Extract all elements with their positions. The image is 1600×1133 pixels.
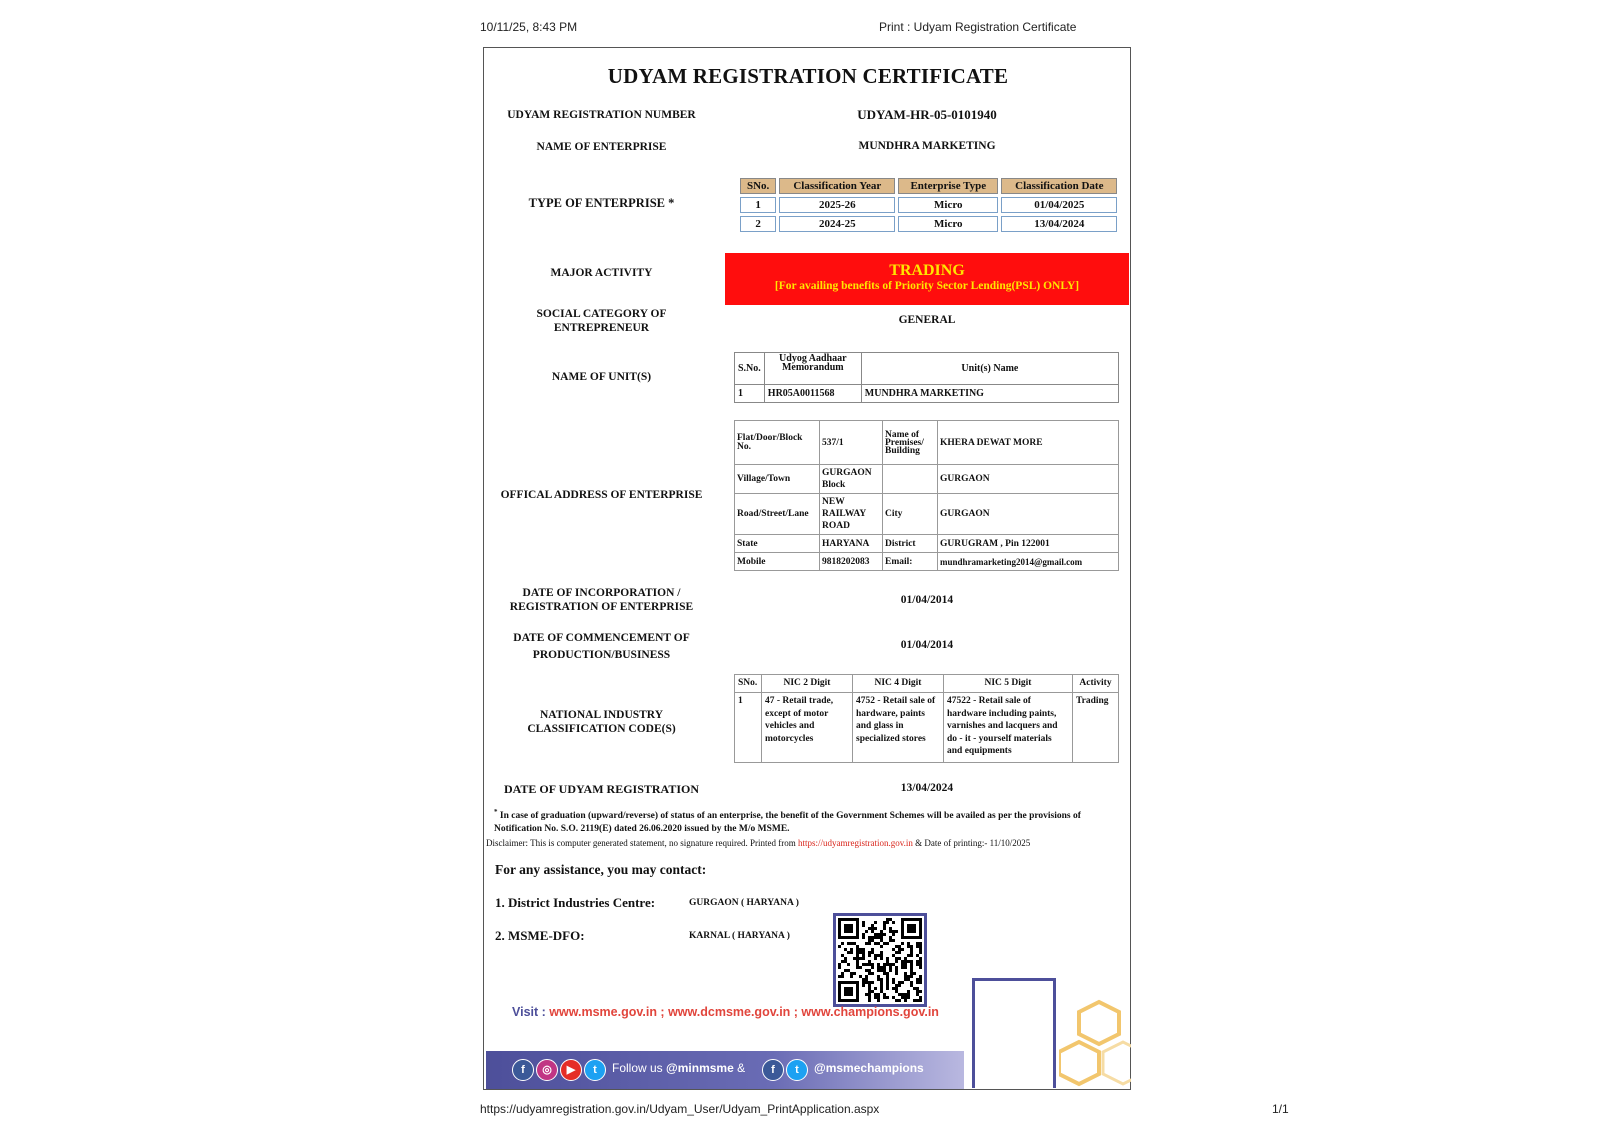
address-block-empty — [883, 465, 938, 494]
classification-header: Classification Year — [779, 178, 895, 194]
udyam-reg-date-label: DATE OF UDYAM REGISTRATION — [503, 782, 700, 796]
disclaimer-link[interactable]: https://udyamregistration.gov.in — [798, 838, 913, 848]
address-road-label: Road/Street/Lane — [735, 494, 820, 535]
certificate-title: UDYAM REGISTRATION CERTIFICATE — [607, 64, 1009, 88]
address-premises: KHERA DEWAT MORE — [938, 421, 1119, 465]
classification-cell: Micro — [898, 197, 998, 213]
classification-cell: 2025-26 — [779, 197, 895, 213]
twitter-icon[interactable]: t — [584, 1059, 606, 1081]
instagram-icon[interactable]: ◎ — [536, 1059, 558, 1081]
dic-label: 1. District Industries Centre: — [495, 895, 656, 910]
nic-cell: 47522 - Retail sale of hardware including paints, varnishes and lacquers and do - it - yourself materials and equipments — [944, 693, 1073, 763]
dic-value: GURGAON ( HARYANA ) — [689, 898, 799, 908]
print-page-number: 1/1 — [1272, 1102, 1289, 1116]
units-cell: HR05A0011568 — [764, 385, 861, 403]
address-state: HARYANA — [820, 535, 883, 553]
classification-cell: 1 — [740, 197, 776, 213]
classification-table — [737, 175, 1120, 235]
nic-cell: 4752 - Retail sale of hardware, paints and glass in specialized stores — [853, 693, 944, 763]
hexagon-decoration-icon — [1059, 994, 1131, 1090]
disclaimer-date: & Date of printing:- 11/10/2025 — [915, 838, 1031, 848]
facebook-icon[interactable]: f — [762, 1059, 784, 1081]
twitter-icon[interactable]: t — [786, 1059, 808, 1081]
address-village-label: Village/Town — [735, 465, 820, 494]
visit-sites[interactable]: www.msme.gov.in ; www.dcmsme.gov.in ; www.champions.gov.in — [549, 1005, 939, 1019]
units-table — [734, 352, 1119, 403]
address-village — [820, 465, 883, 494]
units-header-row — [735, 353, 1119, 385]
nic-header: NIC 2 Digit — [762, 675, 853, 693]
address-premises-label: Name of Premises/ Building — [883, 421, 938, 465]
major-activity-note: [For availing benefits of Priority Sector Lending(PSL) ONLY] — [774, 280, 1080, 292]
social-category-label-line: ENTREPRENEUR — [553, 322, 650, 334]
visit-label: Visit : — [512, 1005, 546, 1019]
address-email-label: Email: — [883, 553, 938, 571]
classification-cell: 2 — [740, 216, 776, 232]
address-village-value: GURGAON — [822, 468, 872, 478]
table-row — [735, 535, 1119, 553]
units-cell: 1 — [735, 385, 765, 403]
follow-handle-msmechampions[interactable]: @msmechampions — [814, 1061, 924, 1075]
disclaimer-text: Disclaimer: This is computer generated statement, no signature required. Printed from — [486, 838, 796, 848]
enterprise-name-label: NAME OF ENTERPRISE — [536, 141, 667, 153]
classification-cell: 01/04/2025 — [1001, 197, 1117, 213]
address-label: OFFICAL ADDRESS OF ENTERPRISE — [500, 489, 703, 501]
type-of-enterprise-label: TYPE OF ENTERPRISE * — [528, 196, 675, 210]
classification-header: Classification Date — [1001, 178, 1117, 194]
table-row — [735, 494, 1119, 535]
nic-header: NIC 5 Digit — [944, 675, 1073, 693]
major-activity-banner — [725, 253, 1129, 305]
dfo-label: 2. MSME-DFO: — [495, 928, 585, 943]
social-footer-bar — [486, 1051, 964, 1089]
units-header: S.No. — [735, 353, 765, 385]
address-city-label: City — [883, 494, 938, 535]
major-activity-label: MAJOR ACTIVITY — [550, 267, 653, 279]
address-mobile: 9818202083 — [820, 553, 883, 571]
visit-line — [512, 1005, 939, 1019]
incorporation-label-line: DATE OF INCORPORATION / — [522, 587, 681, 599]
assistance-heading: For any assistance, you may contact: — [495, 862, 707, 877]
youtube-icon[interactable]: ▶ — [560, 1059, 582, 1081]
address-block-label: Block — [822, 480, 846, 490]
print-datetime: 10/11/25, 8:43 PM — [480, 20, 578, 34]
units-header: Udyog Aadhaar Memorandum — [764, 353, 861, 385]
classification-header-row — [740, 178, 1117, 194]
nic-header: Activity — [1073, 675, 1119, 693]
follow-amp: & — [737, 1061, 746, 1075]
address-flat-label: Flat/Door/Block No. — [735, 421, 820, 465]
nic-header: NIC 4 Digit — [853, 675, 944, 693]
commencement-label-line: DATE OF COMMENCEMENT OF — [513, 632, 690, 644]
nic-label-line: NATIONAL INDUSTRY — [539, 709, 664, 721]
nic-table — [734, 674, 1119, 763]
qr-code — [833, 913, 927, 1007]
classification-cell: 13/04/2024 — [1001, 216, 1117, 232]
table-row — [740, 216, 1117, 232]
qr-code-icon — [838, 918, 922, 1002]
units-header: Unit(s) Name — [861, 353, 1118, 385]
certificate — [483, 47, 1131, 1090]
classification-header: SNo. — [740, 178, 776, 194]
table-row — [735, 465, 1119, 494]
udyam-reg-date: 13/04/2024 — [900, 782, 954, 794]
social-category-label-line: SOCIAL CATEGORY OF — [536, 308, 667, 320]
enterprise-name: MUNDHRA MARKETING — [858, 140, 996, 152]
classification-cell: Micro — [898, 216, 998, 232]
address-block: GURGAON — [938, 465, 1119, 494]
units-cell: MUNDHRA MARKETING — [861, 385, 1118, 403]
follow-text — [612, 1061, 745, 1075]
incorporation-label-line: REGISTRATION OF ENTERPRISE — [509, 601, 694, 613]
footnote — [494, 806, 1122, 836]
address-email: mundhramarketing2014@gmail.com — [938, 553, 1119, 571]
commencement-date: 01/04/2014 — [900, 639, 954, 651]
social-category-label — [489, 307, 714, 335]
table-row — [735, 421, 1119, 465]
photo-frame — [972, 978, 1056, 1088]
nic-label-line: CLASSIFICATION CODE(S) — [527, 723, 676, 735]
commencement-label-line: PRODUCTION/BUSINESS — [532, 649, 671, 661]
facebook-icon[interactable]: f — [512, 1059, 534, 1081]
nic-cell: 1 — [735, 693, 762, 763]
incorporation-date: 01/04/2014 — [900, 594, 954, 606]
address-city: GURGAON — [938, 494, 1119, 535]
reg-number-label: UDYAM REGISTRATION NUMBER — [507, 109, 696, 121]
reg-number: UDYAM-HR-05-0101940 — [857, 107, 997, 122]
nic-cell: 47 - Retail trade, except of motor vehicles and motorcycles — [762, 693, 853, 763]
nic-header-row — [735, 675, 1119, 693]
units-label: NAME OF UNIT(S) — [551, 371, 652, 383]
nic-cell: Trading — [1073, 693, 1119, 763]
dfo-value: KARNAL ( HARYANA ) — [689, 931, 790, 941]
classification-header: Enterprise Type — [898, 178, 998, 194]
table-row — [735, 693, 1119, 763]
footnote-star: * — [494, 808, 498, 816]
social-category: GENERAL — [898, 314, 956, 326]
footnote-text: In case of graduation (upward/reverse) of status of an enterprise, the benefit of the Government Schemes will be availed as per the provisions of Notification No. S.O. 2119(E) dated 26.06.2020 issued by the M/o MSME. — [494, 811, 1081, 835]
follow-label: Follow us — [612, 1061, 663, 1075]
address-table — [734, 420, 1119, 571]
nic-header: SNo. — [735, 675, 762, 693]
classification-cell: 2024-25 — [779, 216, 895, 232]
nic-label — [489, 708, 714, 736]
major-activity: TRADING — [889, 262, 965, 279]
address-district: GURUGRAM , Pin 122001 — [938, 535, 1119, 553]
address-flat: 537/1 — [820, 421, 883, 465]
table-row — [735, 385, 1119, 403]
address-mobile-label: Mobile — [735, 553, 820, 571]
print-url: https://udyamregistration.gov.in/Udyam_User/Udyam_PrintApplication.aspx — [480, 1102, 880, 1116]
address-district-label: District — [883, 535, 938, 553]
disclaimer — [486, 838, 1131, 848]
table-row — [740, 197, 1117, 213]
print-page-title: Print : Udyam Registration Certificate — [879, 20, 1077, 34]
commencement-label — [489, 630, 714, 664]
follow-handle-minmsme[interactable]: @minmsme — [666, 1061, 734, 1075]
address-state-label: State — [735, 535, 820, 553]
address-road: NEW RAILWAY ROAD — [820, 494, 883, 535]
table-row — [735, 553, 1119, 571]
incorporation-label — [489, 586, 714, 614]
